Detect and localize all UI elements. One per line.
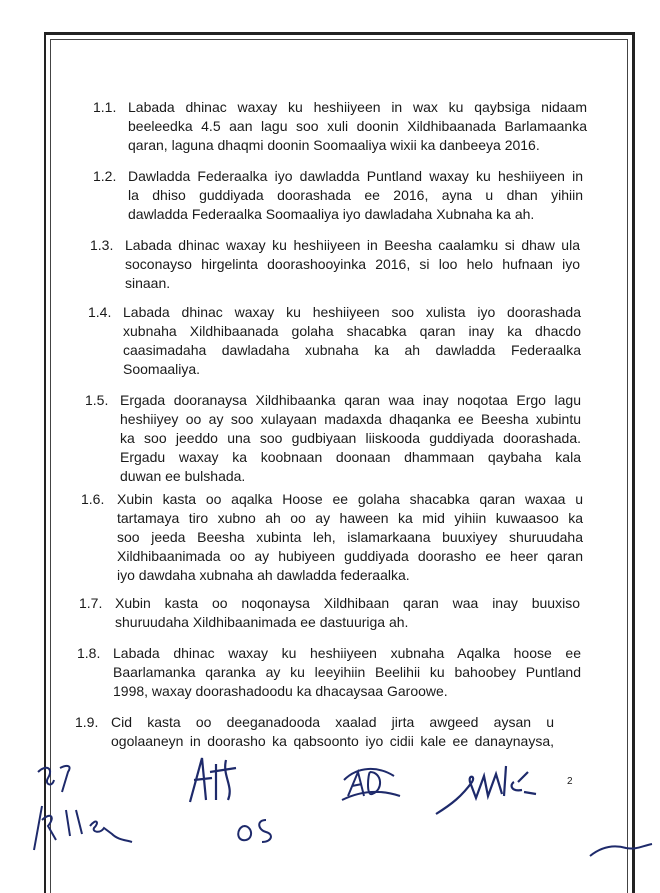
clause-number: 1.4.	[88, 304, 112, 320]
signature-4	[232, 812, 282, 848]
signature-5	[338, 760, 408, 810]
clause-line: Labada dhinac waxay ku heshiiyeen soo xulista iyo doorashada	[123, 304, 581, 320]
clause-text	[128, 167, 583, 224]
clause-line: Soomaaliya.	[123, 361, 201, 377]
clause-line: Xubin kasta oo aqalka Hoose ee golaha shacabka qaran waxaa u	[117, 491, 583, 507]
clause-number: 1.1.	[93, 99, 117, 115]
clause-line: Cid kasta oo deeganadooda xaalad jirta awgeed aysan u	[111, 714, 554, 730]
clause-line: xubnaha Xildhibaanada golaha shacabka qaran inay ka dhacdo	[123, 323, 581, 339]
clause-text	[123, 303, 581, 379]
clause-number: 1.7.	[79, 595, 103, 611]
clause-line: beeleedka 4.5 aan lagu soo xuli doonin Xildhibaanada Barlamaanka	[128, 118, 587, 134]
clause-line: Labada dhinac waxay ku heshiiyeen in Beesha caalamku si dhaw ula	[125, 237, 580, 253]
clause-line: Labada dhinac waxay ku heshiiyeen in wax ku qaybsiga nidaam	[128, 99, 587, 115]
clause-line: 1998, waxay doorashadoodu ka dhacaysaa Garoowe.	[113, 683, 448, 699]
clause-line: Xubin kasta oo noqonaysa Xildhibaan qaran waa inay buuxiso	[115, 595, 580, 611]
clause-text	[120, 391, 581, 486]
clause-line: Ergada dooranaysa Xildhibaanka qaran waa inay noqotaa Ergo lagu	[120, 392, 581, 408]
clause-number: 1.6.	[81, 491, 105, 507]
clause-line: ka soo jeeddo una soo gudbiyaan liiskooda guddiyada doorashada.	[120, 430, 581, 446]
clause-line: ogolaaneyn in doorasho ka qabsoonto iyo cidii kale ee danaynaysa,	[111, 733, 554, 749]
clause-line: Ergadu waxay ka koobnaan doonaan dhammaan qaybaha kala	[120, 449, 581, 465]
clause-line: tartamaya tiro xubno ah oo ay haween ka mid yihiin kuwaasoo ka	[117, 510, 583, 526]
clause-line: Labada dhinac waxay ku heshiiyeen xubnaha Aqalka hoose ee	[113, 645, 581, 661]
signature-3	[176, 752, 246, 812]
clause-text	[128, 98, 587, 155]
clause-line: heshiiyey oo ay soo xulayaan madaxda dhaqanka ee Beesha xubintu	[120, 411, 581, 427]
signature-2	[30, 800, 150, 860]
clause-text	[111, 713, 554, 751]
clause-line: dawladda Federaalka Soomaaliya iyo dawladaha Xubnaha ka ah.	[128, 206, 535, 222]
clause-line: soo jeeda Beesha xubinta leh, islamarkaana buuxiyey shuruudaha	[117, 529, 583, 545]
clause-line: duwan ee bulshada.	[120, 468, 246, 484]
clause-text	[115, 594, 580, 632]
clause-number: 1.8.	[77, 645, 101, 661]
clause-text	[113, 644, 581, 701]
clause-number: 1.2.	[93, 168, 117, 184]
clause-line: caasimadaha dawladaha xubnaha ka ah dawladda Federaalka	[123, 342, 581, 358]
clause-number: 1.3.	[90, 237, 114, 253]
clause-line: soconayso hirgelinta doorashooyinka 2016, si loo helo hufnaan iyo	[125, 256, 580, 272]
clause-line: iyo dawdaha xubnaha ah dawladda federaalka.	[117, 567, 410, 583]
signature-7	[586, 840, 656, 860]
clause-number: 1.9.	[75, 714, 99, 730]
page-number: 2	[567, 776, 573, 787]
clause-line: Dawladda Federaalka iyo dawladda Puntland waxay ku heshiiyeen in	[128, 168, 583, 184]
clause-text	[117, 490, 583, 585]
clause-line: sinaan.	[125, 275, 171, 291]
clause-line: Baarlamanka qaranka ay ku leeyihiin Beelihii ku bahoobey Puntland	[113, 664, 581, 680]
clause-line: qaran, laguna dhaqmi doonin Soomaaliya wixii ka danbeeya 2016.	[128, 137, 540, 153]
signature-6	[432, 752, 552, 822]
clause-line: la dhiso guddiyada doorashada ee 2016, ayna u dhan yihiin	[128, 187, 583, 203]
clause-line: Xildhibaanimada oo ay hubiyeen guddiyada doorasho ee heer qaran	[117, 548, 583, 564]
clause-text	[125, 236, 580, 293]
clause-line: shuruudaha Xildhibaanimada ee dastuuriga ah.	[115, 614, 409, 630]
clause-number: 1.5.	[85, 392, 109, 408]
